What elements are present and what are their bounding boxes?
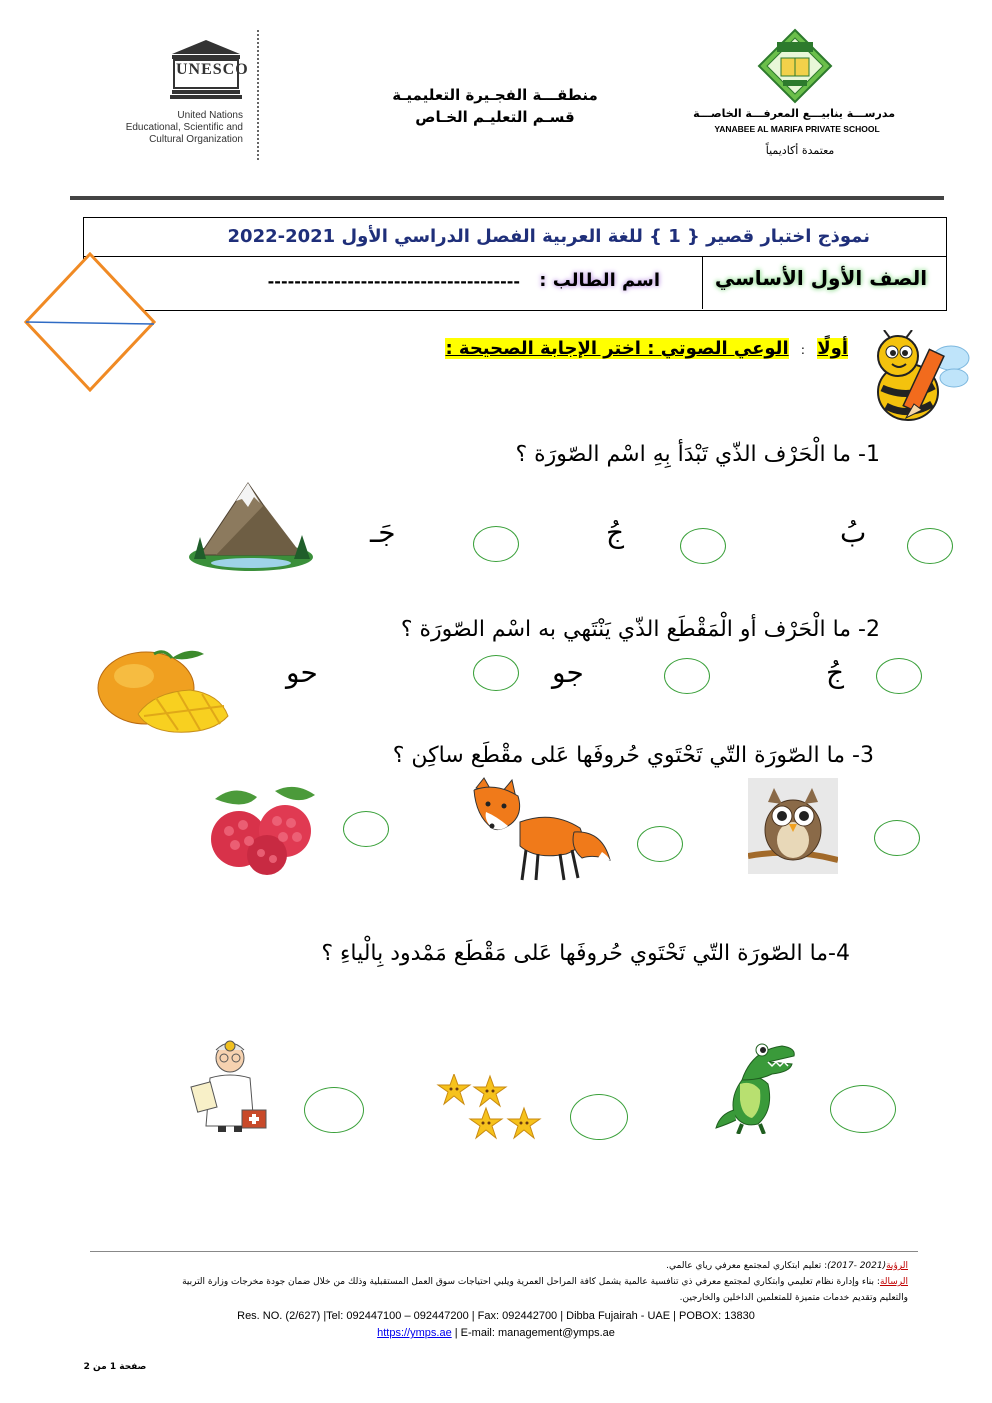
unesco-org-name: United Nations Educational, Scientific and Cultural Organization bbox=[125, 110, 243, 145]
question-4: 4-ما الصّورَة التّي تَحْتَوي حُروفَها عَلى مَقْطَع مَمْدود بِالْياءِ ؟ bbox=[321, 941, 850, 966]
vision-years: (2021 -2017) bbox=[827, 1261, 887, 1271]
education-zone: منطقـــة الفجـيرة التعليميـة قسـم التعليـم الخـاص bbox=[392, 86, 598, 126]
q1-answer-circle-1[interactable] bbox=[907, 528, 953, 564]
accreditation: معتمدة أكاديمياً bbox=[765, 144, 835, 157]
school-logo bbox=[757, 28, 833, 104]
question-1: 1- ما الْحَرْف الذّي تَبْدَأ بِهِ اسْم الصّورَة ؟ bbox=[515, 442, 880, 467]
school-name-en: YANABEE AL MARIFA PRIVATE SCHOOL bbox=[714, 124, 880, 134]
q1-answer-circle-3[interactable] bbox=[473, 526, 519, 562]
bee-pencil-image bbox=[856, 330, 976, 430]
mission-label: الرسالة bbox=[879, 1277, 908, 1287]
mountain-image bbox=[186, 475, 316, 575]
owl-image bbox=[748, 778, 838, 874]
score-diamond bbox=[24, 252, 156, 392]
title-row-divider bbox=[83, 256, 947, 257]
vision-label: الرؤية bbox=[886, 1261, 908, 1271]
title-col-divider bbox=[702, 256, 703, 309]
contact-line: Res. NO. (2/627) |Tel: 092447100 – 092447200 | Fax: 092442700 | Dibba Fujairah - UAE | POBOX: 13830 bbox=[237, 1310, 755, 1322]
section-instruction: الوعي الصوتي : اختر الإجابة الصحيحة : bbox=[445, 338, 789, 359]
q2-answer-circle-1[interactable] bbox=[876, 658, 922, 694]
q3-answer-circle-1[interactable] bbox=[874, 820, 920, 856]
mango-image bbox=[94, 644, 234, 736]
grade-label: الصف الأول الأساسي bbox=[714, 266, 928, 290]
q1-answer-circle-2[interactable] bbox=[680, 528, 726, 564]
q4-answer-circle-3[interactable] bbox=[304, 1087, 364, 1133]
unesco-word: UNESCO bbox=[176, 61, 249, 78]
q2-answer-circle-3[interactable] bbox=[473, 655, 519, 691]
website-link[interactable]: https://ymps.ae bbox=[377, 1327, 452, 1339]
stars-image bbox=[436, 1074, 544, 1142]
quiz-title: نموذج اختبار قصير { 1 } للغة العربية الفصل الدراسي الأول 2021-2022 bbox=[227, 226, 870, 247]
question-3: 3- ما الصّورَة التّي تَحْتَوي حُروفَها عَلى مقْطَع ساكِن ؟ bbox=[392, 743, 874, 768]
mission-line-2: والتعليم وتقديم خدمات متميزة للمتعلمين الداخلين والخارجين. bbox=[679, 1293, 908, 1303]
unesco-logo bbox=[168, 38, 249, 100]
fox-image bbox=[462, 776, 612, 884]
section-colon: : bbox=[800, 343, 805, 357]
footer-rule bbox=[90, 1251, 918, 1252]
q4-answer-circle-2[interactable] bbox=[570, 1094, 628, 1140]
q3-answer-circle-2[interactable] bbox=[637, 826, 683, 862]
q2-answer-circle-2[interactable] bbox=[664, 658, 710, 694]
page-number: صفحة 1 من 2 bbox=[83, 1362, 147, 1372]
mission-text: : بناء وإدارة نظام تعليمي وابتكاري لمجتمع معرفي ذي تنافسية عالمية يشمل كافة المراحل العمرية ويلبي احتياجات سوق العمل المستقبلية وذلك من خلال ضمان جودة مخرجات وزارة التربية bbox=[182, 1277, 880, 1287]
vision-line bbox=[90, 1260, 908, 1273]
q2-option-2: جو bbox=[552, 656, 584, 689]
q2-option-3: حو bbox=[286, 656, 318, 689]
q1-option-1: بُ bbox=[840, 516, 867, 549]
q4-answer-circle-1[interactable] bbox=[830, 1085, 896, 1133]
header-rule bbox=[70, 196, 944, 200]
section-header bbox=[330, 338, 848, 359]
q2-option-1: جُ bbox=[826, 656, 845, 689]
q1-option-3: جَـ bbox=[370, 516, 396, 549]
mission-line bbox=[60, 1276, 908, 1289]
web-line bbox=[100, 1327, 892, 1340]
doctor-image bbox=[190, 1034, 270, 1134]
crocodile-image bbox=[712, 1040, 798, 1134]
vision-text: : تعليم ابتكاري لمجتمع معرفي رياي عالمي. bbox=[666, 1261, 828, 1271]
header-divider bbox=[257, 30, 259, 160]
question-2: 2- ما الْحَرْف أو الْمَقْطَع الذّي يَنْتَهي به اسْم الصّورَة ؟ bbox=[400, 617, 880, 642]
school-name-ar: مدرســـة ينابيـــع المعرفـــة الخاصـــة bbox=[693, 107, 895, 120]
q1-option-2: جُ bbox=[606, 516, 625, 549]
student-name-blank[interactable]: -------------------------------------- bbox=[267, 272, 520, 291]
raspberry-image bbox=[205, 781, 325, 877]
q3-answer-circle-3[interactable] bbox=[343, 811, 389, 847]
student-name-label: اسم الطالب : bbox=[539, 270, 660, 291]
email-text: | E-mail: management@ymps.ae bbox=[451, 1327, 615, 1339]
section-number: أولًا bbox=[817, 338, 848, 359]
